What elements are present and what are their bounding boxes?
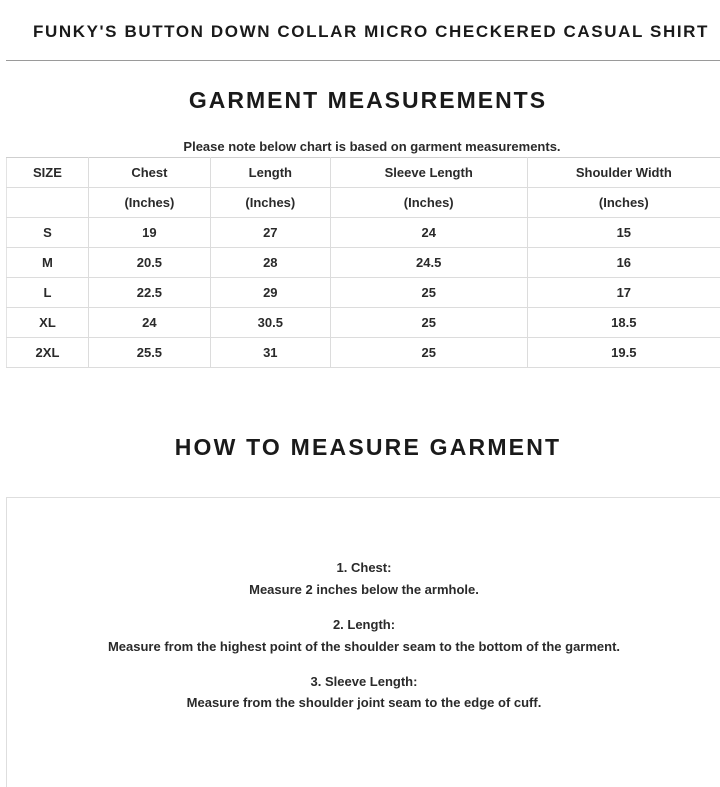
unit-cell: (Inches)	[527, 188, 720, 218]
table-row	[7, 338, 720, 368]
step-length-title: 2. Length:	[332, 617, 396, 632]
column-header-sleeve-length: Sleeve Length	[330, 158, 527, 188]
chart-note: Please note below chart is based on garment measurements.	[183, 139, 561, 154]
sleeve-length-cell: 25	[330, 308, 527, 338]
shoulder-width-cell: 17	[527, 278, 720, 308]
shoulder-width-cell: 18.5	[527, 308, 720, 338]
table-units-row	[7, 188, 720, 218]
size-cell: M	[7, 248, 89, 278]
chest-cell: 20.5	[88, 248, 210, 278]
garment-measurements-heading: GARMENT MEASUREMENTS	[188, 87, 548, 113]
length-cell: 31	[210, 338, 330, 368]
step-sleeve-length-text: Measure from the shoulder joint seam to the edge of cuff.	[186, 695, 542, 710]
column-header-size: SIZE	[7, 158, 89, 188]
size-cell: XL	[7, 308, 89, 338]
length-cell: 30.5	[210, 308, 330, 338]
length-cell: 28	[210, 248, 330, 278]
column-header-shoulder-width: Shoulder Width	[527, 158, 720, 188]
product-title: FUNKY'S BUTTON DOWN COLLAR MICRO CHECKERED CASUAL SHIRT	[32, 22, 710, 41]
length-cell: 29	[210, 278, 330, 308]
column-header-length: Length	[210, 158, 330, 188]
title-divider	[6, 60, 720, 61]
table-row	[7, 308, 720, 338]
sleeve-length-cell: 24.5	[330, 248, 527, 278]
table-row	[7, 248, 720, 278]
step-length-text: Measure from the highest point of the shoulder seam to the bottom of the garment.	[107, 639, 621, 654]
column-header-chest: Chest	[88, 158, 210, 188]
table-header-row	[7, 158, 720, 188]
chest-cell: 22.5	[88, 278, 210, 308]
sleeve-length-cell: 25	[330, 278, 527, 308]
chest-cell: 25.5	[88, 338, 210, 368]
unit-cell: (Inches)	[88, 188, 210, 218]
table-row	[7, 278, 720, 308]
shoulder-width-cell: 19.5	[527, 338, 720, 368]
unit-cell: (Inches)	[210, 188, 330, 218]
size-cell: 2XL	[7, 338, 89, 368]
sleeve-length-cell: 25	[330, 338, 527, 368]
shoulder-width-cell: 16	[527, 248, 720, 278]
how-to-measure-heading: HOW TO MEASURE GARMENT	[174, 434, 562, 460]
size-chart-table	[6, 157, 720, 368]
table-row	[7, 218, 720, 248]
step-chest-text: Measure 2 inches below the armhole.	[249, 582, 479, 597]
unit-cell: (Inches)	[330, 188, 527, 218]
unit-cell	[7, 188, 89, 218]
step-chest-title: 1. Chest:	[336, 560, 392, 575]
step-sleeve-length-title: 3. Sleeve Length:	[310, 674, 418, 689]
size-cell: S	[7, 218, 89, 248]
shoulder-width-cell: 15	[527, 218, 720, 248]
chest-cell: 24	[88, 308, 210, 338]
sleeve-length-cell: 24	[330, 218, 527, 248]
size-cell: L	[7, 278, 89, 308]
length-cell: 27	[210, 218, 330, 248]
chest-cell: 19	[88, 218, 210, 248]
